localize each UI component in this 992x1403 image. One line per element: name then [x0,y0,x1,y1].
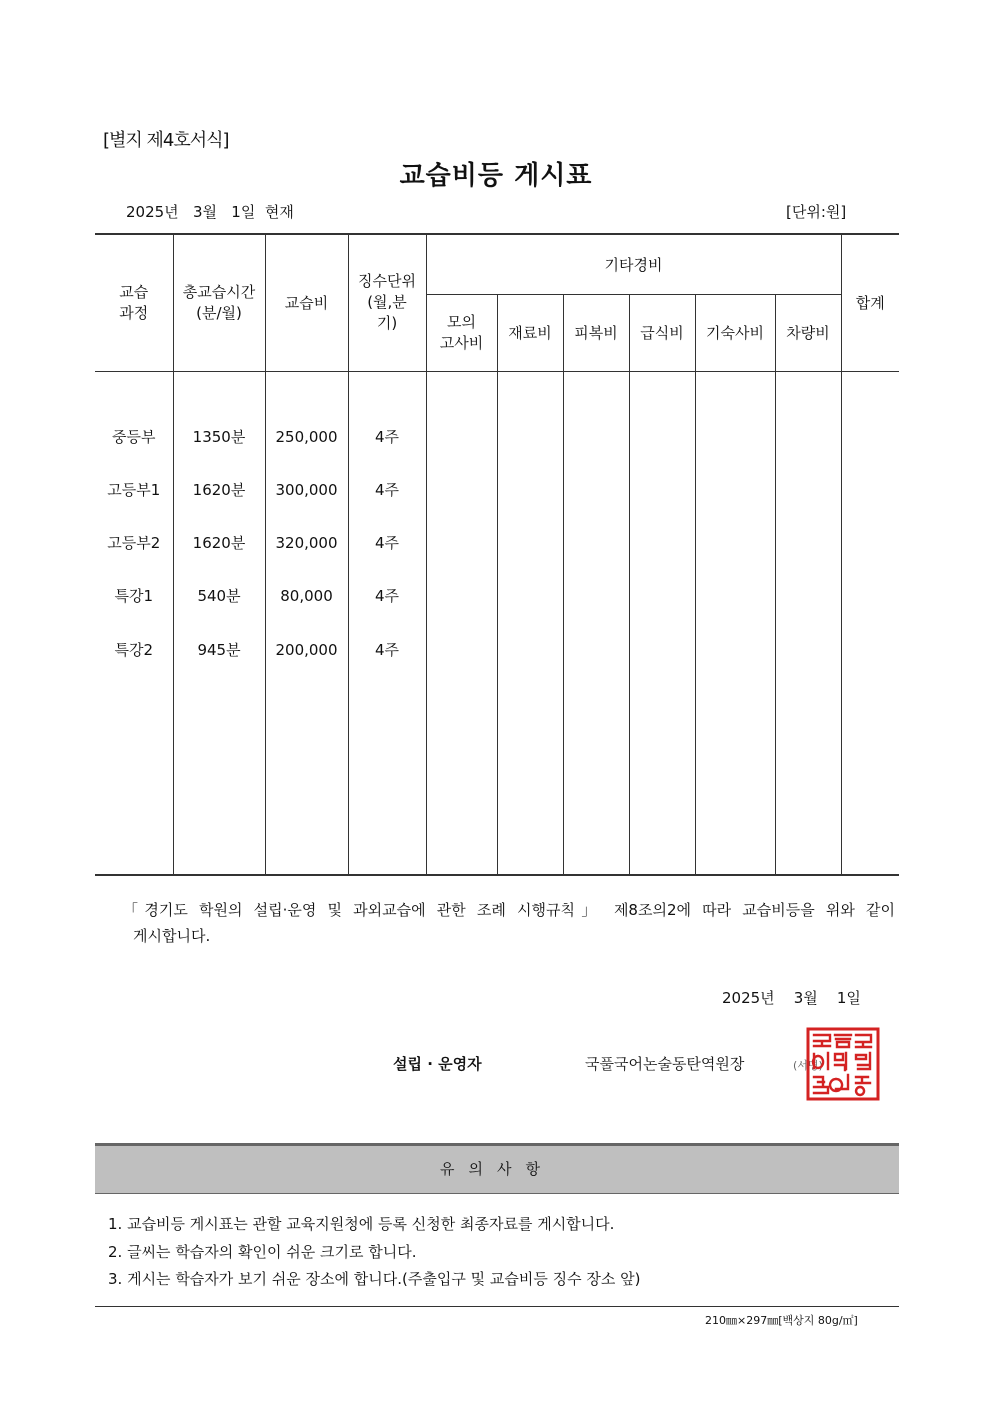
header-dormitory: 기숙사비 [695,294,775,371]
total-column [841,371,899,875]
form-label: [별지 제4호서식] [103,130,229,151]
tuition-cell: 250,000 [275,427,338,446]
unit-cell: 4주 [374,480,400,499]
unit-label: [단위:원] [786,203,847,221]
signature-mark: (서명) [793,1059,823,1072]
signature-date: 2025년 3월 1일 [722,989,861,1007]
meals-column [629,371,695,875]
academy-name: 국풀국어논술동탄역원장 [585,1055,745,1073]
as-of-date: 2025년 3월 1일 현재 [126,203,294,221]
dormitory-column [695,371,775,875]
header-clothing: 피복비 [563,294,629,371]
hours-cell: 1620분 [192,480,246,499]
course-cell: 고등부1 [107,480,161,499]
unit-cell: 4주 [374,534,400,553]
course-cell: 특강2 [114,640,154,659]
bottom-divider [95,1306,899,1307]
header-meals: 급식비 [629,294,695,371]
founder-label: 설립 · 운영자 [393,1055,482,1073]
header-total-hours: 총교습시간 (분/월) [173,234,265,371]
hours-cell: 945분 [197,640,241,659]
hours-cell: 1620분 [192,534,246,553]
notice-line-1: 「경기도 학원의 설립·운영 및 과외교습에 관한 조례 시행규칙」 제8조의2에 따라 교습비등을 위와 같이 [123,901,895,919]
course-cell: 특강1 [114,587,154,606]
clothing-column [563,371,629,875]
header-other-expenses: 기타경비 [426,234,841,294]
tuition-cell: 80,000 [280,587,333,606]
vehicle-column [775,371,841,875]
caution-title: 유의사항 [440,1160,554,1178]
header-total: 합계 [841,234,899,371]
caution-item: 2. 글씨는 학습자의 확인이 쉬운 크기로 합니다. [108,1242,417,1261]
mock-exam-column [426,371,497,875]
collection-unit-column [348,371,426,875]
header-collection-unit: 징수단위 (월,분 기) [348,234,426,371]
course-cell: 중등부 [112,427,156,446]
caution-item: 3. 게시는 학습자가 보기 쉬운 장소에 합니다.(주출입구 및 교습비등 징수 장소 앞) [108,1270,641,1288]
unit-cell: 4주 [374,587,400,606]
tuition-table [95,233,899,876]
header-materials: 재료비 [497,294,563,371]
tuition-cell: 320,000 [275,534,338,553]
unit-cell: 4주 [374,427,400,446]
official-seal [806,1027,880,1101]
materials-column [497,371,563,875]
caution-item: 1. 교습비등 게시표는 관할 교육지원청에 등록 신청한 최종자료를 게시합니다. [108,1215,615,1233]
course-cell: 고등부2 [107,534,161,553]
document-title: 교습비등 게시표 [399,161,593,191]
header-tuition: 교습비 [265,234,348,371]
hours-cell: 1350분 [192,427,246,446]
header-vehicle: 차량비 [775,294,841,371]
caution-list [108,1211,640,1294]
course-column [95,371,173,875]
paper-spec: 210㎜×297㎜[백상지 80g/㎡] [705,1314,858,1327]
hours-cell: 540분 [197,587,241,606]
unit-cell: 4주 [374,640,400,659]
header-mock-exam: 모의 고사비 [426,294,497,371]
header-course: 교습 과정 [95,234,173,371]
notice-line-2: 게시합니다. [133,927,211,945]
caution-header [95,1143,899,1194]
tuition-cell: 200,000 [275,640,338,659]
tuition-column [265,371,348,875]
hours-column [173,371,265,875]
tuition-cell: 300,000 [275,480,338,499]
